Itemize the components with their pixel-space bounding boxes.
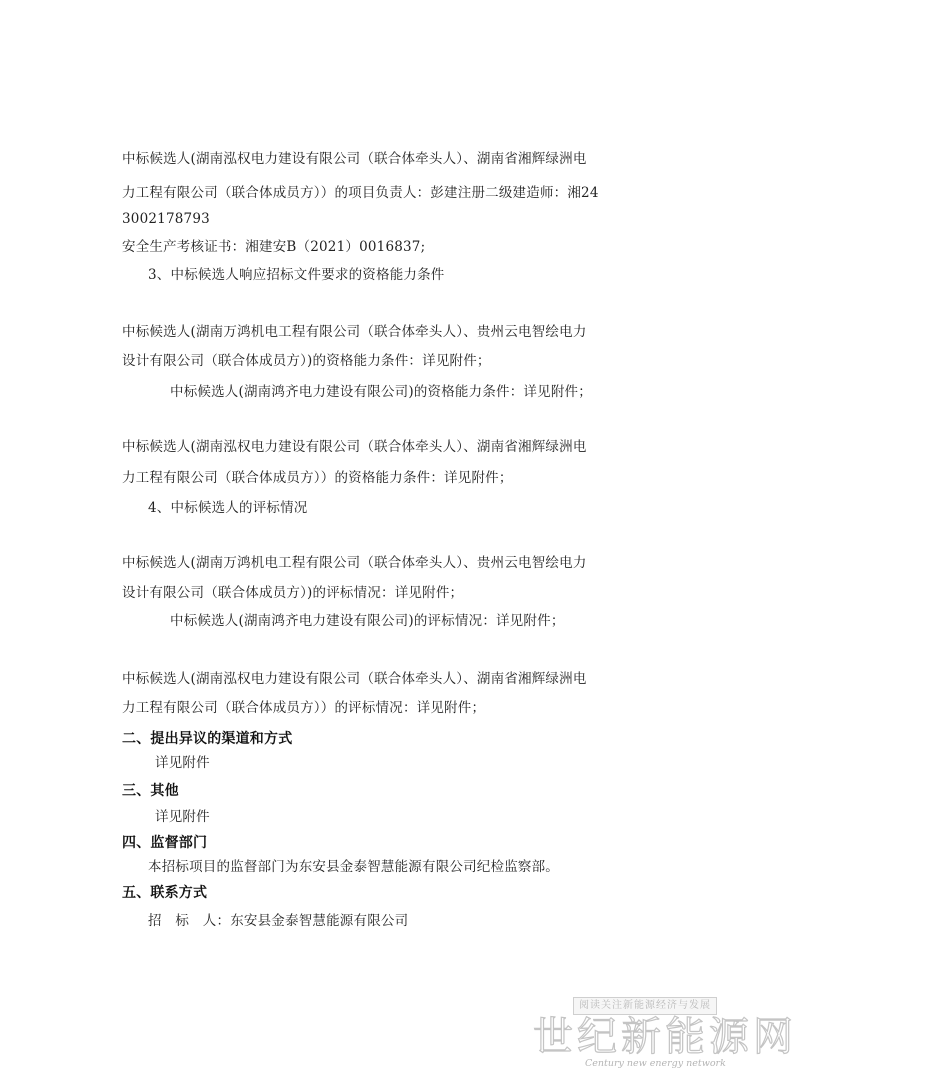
paragraph-line: 中标候选人(湖南鸿齐电力建设有限公司)的资格能力条件：详见附件；	[170, 384, 592, 400]
section-subheading: 3、中标候选人响应招标文件要求的资格能力条件	[148, 267, 445, 283]
watermark-english: Century new energy network	[585, 1058, 726, 1069]
section-heading: 五、联系方式	[122, 885, 208, 901]
section-heading: 四、监督部门	[122, 835, 208, 851]
paragraph-line: 中标候选人(湖南泓权电力建设有限公司（联合体牵头人）、湖南省湘辉绿洲电	[122, 439, 587, 455]
section-heading: 三、其他	[122, 783, 179, 799]
paragraph-line: 中标候选人(湖南鸿齐电力建设有限公司)的评标情况：详见附件；	[170, 613, 565, 629]
paragraph-line: 中标候选人(湖南万鸿机电工程有限公司（联合体牵头人）、贵州云电智绘电力	[122, 324, 587, 340]
section-heading: 二、提出异议的渠道和方式	[122, 731, 293, 747]
paragraph-line: 安全生产考核证书：湘建安B（2021）0016837;	[122, 239, 426, 255]
section-subheading: 4、中标候选人的评标情况	[148, 500, 308, 516]
paragraph-line: 力工程有限公司（联合体成员方））的项目负责人：彭建注册二级建造师：湘24	[122, 185, 599, 201]
paragraph-line: 力工程有限公司（联合体成员方））的资格能力条件：详见附件；	[122, 470, 513, 486]
watermark-tagline: 阅读关注新能源经济与发展	[573, 997, 717, 1015]
paragraph-line: 中标候选人(湖南泓权电力建设有限公司（联合体牵头人）、湖南省湘辉绿洲电	[122, 671, 587, 687]
watermark-logo: 世纪新能源网	[533, 1014, 797, 1060]
paragraph-line: 详见附件	[155, 755, 210, 771]
paragraph-line: 中标候选人(湖南万鸿机电工程有限公司（联合体牵头人）、贵州云电智绘电力	[122, 555, 587, 571]
paragraph-line: 设计有限公司（联合体成员方）)的评标情况：详见附件；	[122, 585, 464, 601]
paragraph-line: 招 标 人：东安县金泰智慧能源有限公司	[148, 913, 409, 929]
paragraph-line: 3002178793	[122, 211, 210, 227]
paragraph-line: 详见附件	[155, 809, 210, 825]
paragraph-line: 设计有限公司（联合体成员方）)的资格能力条件：详见附件；	[122, 353, 491, 369]
paragraph-line: 本招标项目的监督部门为东安县金泰智慧能源有限公司纪检监察部。	[148, 859, 559, 875]
paragraph-line: 力工程有限公司（联合体成员方））的评标情况：详见附件；	[122, 700, 486, 716]
paragraph-line: 中标候选人(湖南泓权电力建设有限公司（联合体牵头人）、湖南省湘辉绿洲电	[122, 151, 587, 167]
